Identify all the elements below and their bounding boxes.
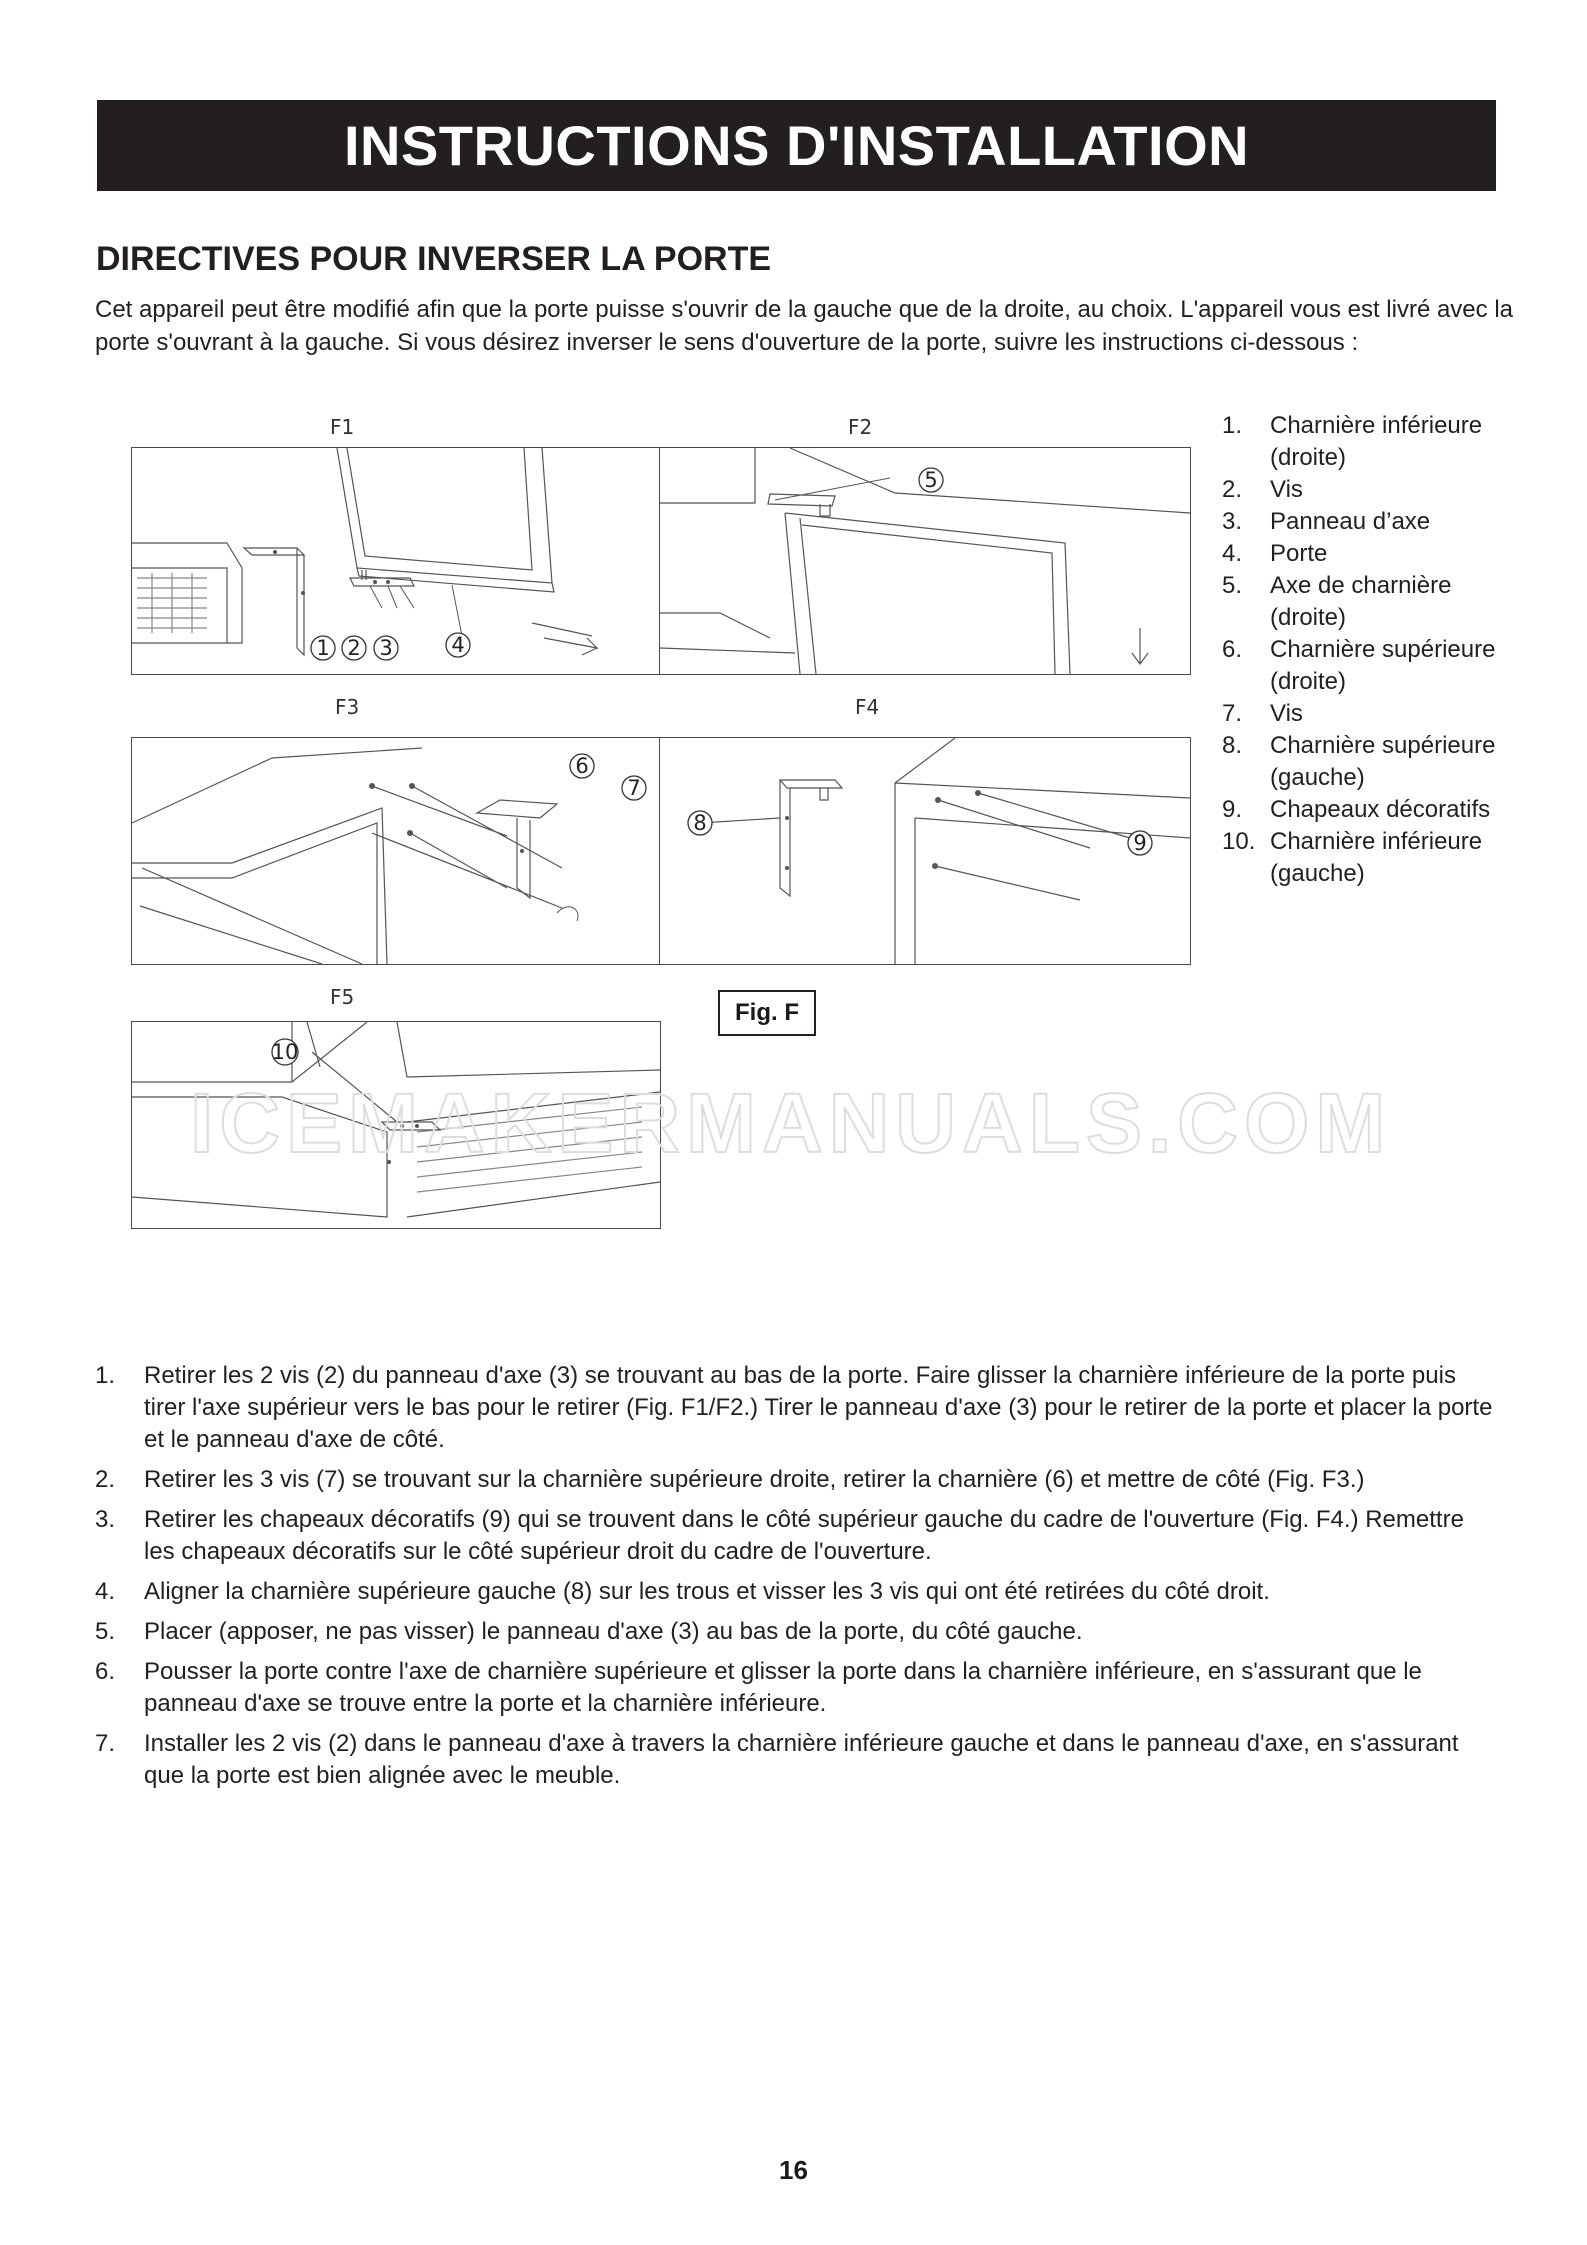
list-item: 2. Vis (1222, 476, 1303, 503)
list-item: 7. Vis (1222, 700, 1303, 727)
callout-3: 3 (379, 636, 393, 660)
panel-f3-drawing (132, 738, 660, 964)
list-item: 4. Porte (1222, 540, 1328, 567)
list-item: 2. Retirer les 3 vis (7) se trouvant sur la charnière supérieure droite, retirer la charnière (6) et mettre de côté (Fig. F3.) (95, 1466, 1365, 1493)
list-item: 3. Retirer les chapeaux décoratifs (9) qui se trouvent dans le côté supérieur gauche du cadre de l'ouverture (Fig. F4.) Remettre les chapeaux décoratifs sur le côté supérieur droit du cadre de l'ouverture. (95, 1506, 1464, 1565)
callout-5: 5 (924, 468, 938, 492)
panel-f4-callouts (688, 811, 1152, 855)
callout-9: 9 (1133, 831, 1147, 855)
list-item: 1. Retirer les 2 vis (2) du panneau d'axe (3) se trouvant au bas de la porte. Faire glisser la charnière inférieure de la porte puis tirer l'axe supérieur vers le bas pour le retirer (Fig. F1/F2.) Tirer le panneau d'axe (3) pour le retirer de la porte et placer la porte et le panneau d'axe de côté. (95, 1362, 1493, 1453)
callout-10: 10 (271, 1040, 299, 1064)
list-item: 1. Charnière inférieure (droite) (1222, 412, 1483, 471)
callout-8: 8 (693, 811, 707, 835)
panel-f1 (131, 447, 661, 675)
figure-caption: Fig. F (718, 990, 816, 1036)
panel-f5-callouts (272, 1039, 299, 1065)
panel-f1-callouts (311, 633, 470, 660)
page-title-bar (97, 100, 1496, 191)
list-item: 7. Installer les 2 vis (2) dans le panneau d'axe à travers la charnière inférieure gauche et dans le panneau d'axe, en s'assurant que la porte est bien alignée avec le meuble. (95, 1730, 1459, 1789)
instruction-steps (95, 1360, 1495, 1800)
panel-f4 (659, 737, 1191, 965)
callout-1: 1 (316, 636, 330, 660)
parts-list (1222, 410, 1522, 890)
panel-f4-drawing (660, 738, 1190, 964)
callout-2: 2 (347, 636, 361, 660)
page-title: INSTRUCTIONS D'INSTALLATION (343, 114, 1250, 177)
section-heading: DIRECTIVES POUR INVERSER LA PORTE (96, 240, 772, 278)
list-item: 6. Pousser la porte contre l'axe de charnière supérieure et glisser la porte dans la charnière inférieure, en s'assurant que le panneau d'axe se trouve entre la porte et la charnière inférieure. (95, 1658, 1422, 1717)
panel-f3-callouts (570, 754, 646, 800)
list-item: 4. Aligner la charnière supérieure gauche (8) sur les trous et visser les 3 vis qui ont été retirées du côté droit. (95, 1578, 1270, 1605)
list-item: 8. Charnière supérieure (gauche) (1222, 732, 1496, 791)
callout-6: 6 (575, 754, 589, 778)
intro-paragraph: Cet appareil peut être modifié afin que la porte puisse s'ouvrir de la gauche que de la droite, au choix. L'appareil vous est livré avec la porte s'ouvrant à la gauche. Si vous désirez inverser le sens d'ouverture de la porte, suivre les instructions ci-dessous : (95, 296, 1514, 356)
list-item: 5. Axe de charnière (droite) (1222, 572, 1452, 631)
callout-7: 7 (627, 776, 641, 800)
panel-label-f1: F1 (330, 415, 355, 439)
panel-f2 (659, 447, 1191, 675)
list-item: 5. Placer (apposer, ne pas visser) le panneau d'axe (3) au bas de la porte, du côté gauche. (95, 1618, 1083, 1645)
panel-f2-drawing (660, 448, 1190, 674)
watermark: ICEMAKERMANUALS.COM (190, 1076, 1392, 1170)
panel-label-f3: F3 (335, 695, 360, 719)
callout-4: 4 (451, 633, 465, 657)
list-item: 3. Panneau d’axe (1222, 508, 1431, 535)
panel-label-f4: F4 (855, 695, 880, 719)
panel-f1-drawing (132, 448, 660, 674)
panel-f3 (131, 737, 661, 965)
list-item: 9. Chapeaux décoratifs (1222, 796, 1491, 823)
panel-f2-callouts (919, 468, 943, 492)
list-item: 10. Charnière inférieure (gauche) (1222, 828, 1483, 887)
page-number: 16 (779, 2155, 808, 2185)
panel-label-f5: F5 (330, 985, 355, 1009)
panel-label-f2: F2 (848, 415, 873, 439)
list-item: 6. Charnière supérieure (droite) (1222, 636, 1496, 695)
